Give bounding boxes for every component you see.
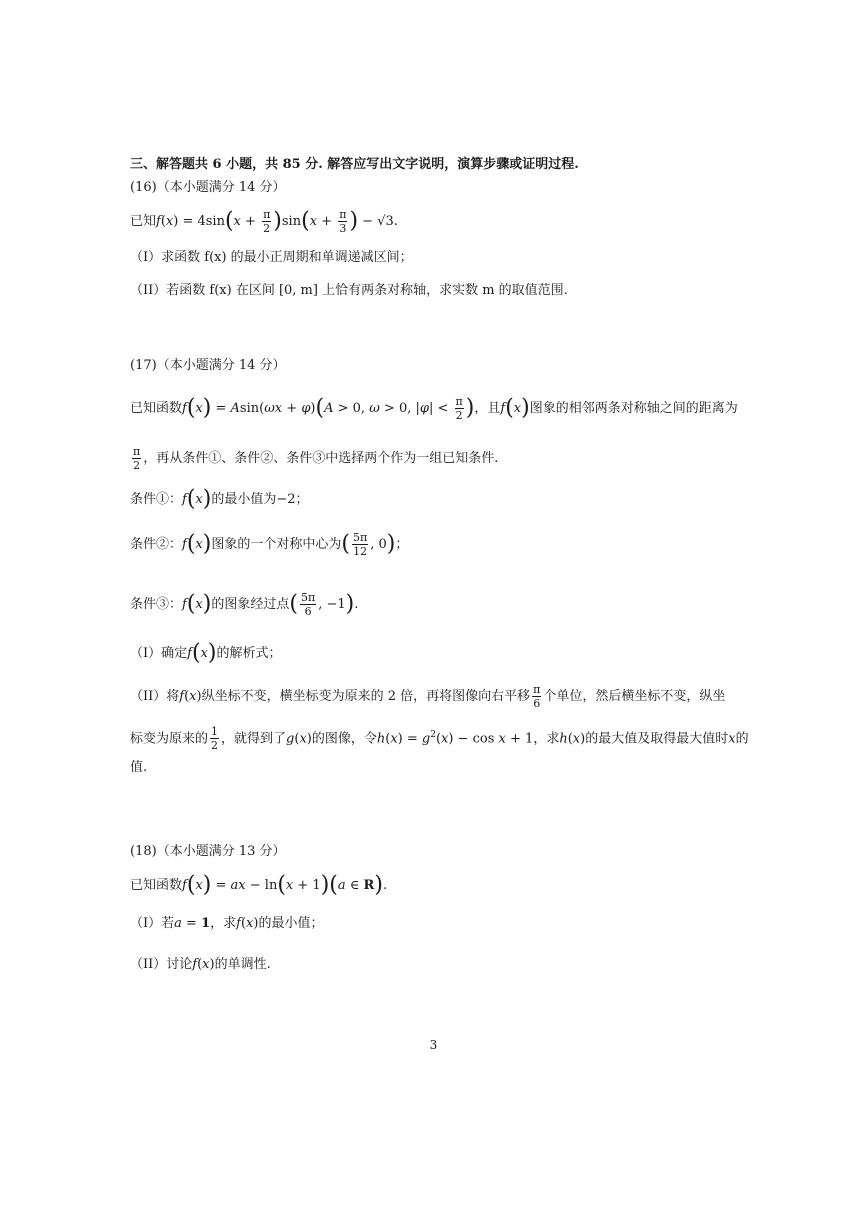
problem-17-stem: 已知函数f(x) = Asin(ωx + φ)(A > 0, ω > 0, |φ| < $\frac{\pi}{2}$ )，且f(x)图象的相邻两条对称轴之间的距离为 xyxy=(130,395,738,422)
fraction: $\frac{\pi}{2}$ xyxy=(455,395,463,422)
section-heading: 三、解答题共 6 小题，共 85 分. 解答应写出文字说明，演算步骤或证明过程. xyxy=(130,157,579,172)
fraction: $\frac{\pi}{6}$ xyxy=(533,683,541,710)
page-number: 3 xyxy=(429,1038,438,1052)
problem-18-stem: 已知函数f(x) = ax − ln(x + 1)(a ∈ R). xyxy=(130,872,388,898)
problem-17-stem-line2: $\frac{\pi}{2}$ ，再从条件①、条件②、条件③中选择两个作为一组已知条件. xyxy=(133,445,499,472)
fraction: $\frac{1}{2}$ xyxy=(211,725,219,753)
condition-1: 条件①：f(x)的最小值为−2； xyxy=(130,486,309,512)
problem-17-part1: （I）确定f(x)的解析式； xyxy=(130,640,282,666)
problem-17-header: (17)（本小题满分 14 分） xyxy=(130,358,286,373)
problem-17-part2: （II）将f(x)纵坐标不变，横坐标变为原来的 2 倍，再将图像向右平移 $\frac{\pi}{6}$ 个单位，然后横坐标不变，纵坐 xyxy=(130,683,726,710)
problem-17-part2-line3: 值. xyxy=(130,760,148,775)
problem-18-header: (18)（本小题满分 13 分） xyxy=(130,844,286,859)
fraction: $\frac{\pi}{3}$ xyxy=(339,208,347,235)
problem-18-part1: （I）若a = 1，求f(x)的最小值； xyxy=(130,916,324,931)
problem-18-part2: （II）讨论f(x)的单调性. xyxy=(130,957,271,972)
problem-16-header: (16)（本小题满分 14 分） xyxy=(130,180,286,195)
fraction: $\frac{\pi}{2}$ xyxy=(263,208,271,235)
problem-16-stem: 已知f(x) = 4sin(x + $\frac{\pi}{2}$ )sin(x + $\frac{\pi}{3}$ ) − √3. xyxy=(130,208,398,235)
fraction: $\frac{5\pi}{12}$ xyxy=(352,531,368,558)
condition-3: 条件③：f(x)的图象经过点( $\frac{5\pi}{6}$ , −1). xyxy=(130,591,359,618)
problem-17-part2-line2: 标变为原来的 $\frac{1}{2}$ ，就得到了g(x)的图像，令$h(x) = g^2(x) - \cos x + 1$，求h(x)的最大值及取得最大值时x的 xyxy=(130,725,749,753)
problem-16-part1: （I）求函数 f(x) 的最小正周期和单调递减区间； xyxy=(130,250,413,265)
fraction: $\frac{5\pi}{6}$ xyxy=(300,591,316,618)
problem-16-part2: （II）若函数 f(x) 在区间 [0, m] 上恰有两条对称轴，求实数 m 的取值范围. xyxy=(130,283,568,298)
fraction: $\frac{\pi}{2}$ xyxy=(133,445,141,472)
condition-2: 条件②：f(x)图象的一个对称中心为( $\frac{5\pi}{12}$ , 0)； xyxy=(130,531,409,558)
